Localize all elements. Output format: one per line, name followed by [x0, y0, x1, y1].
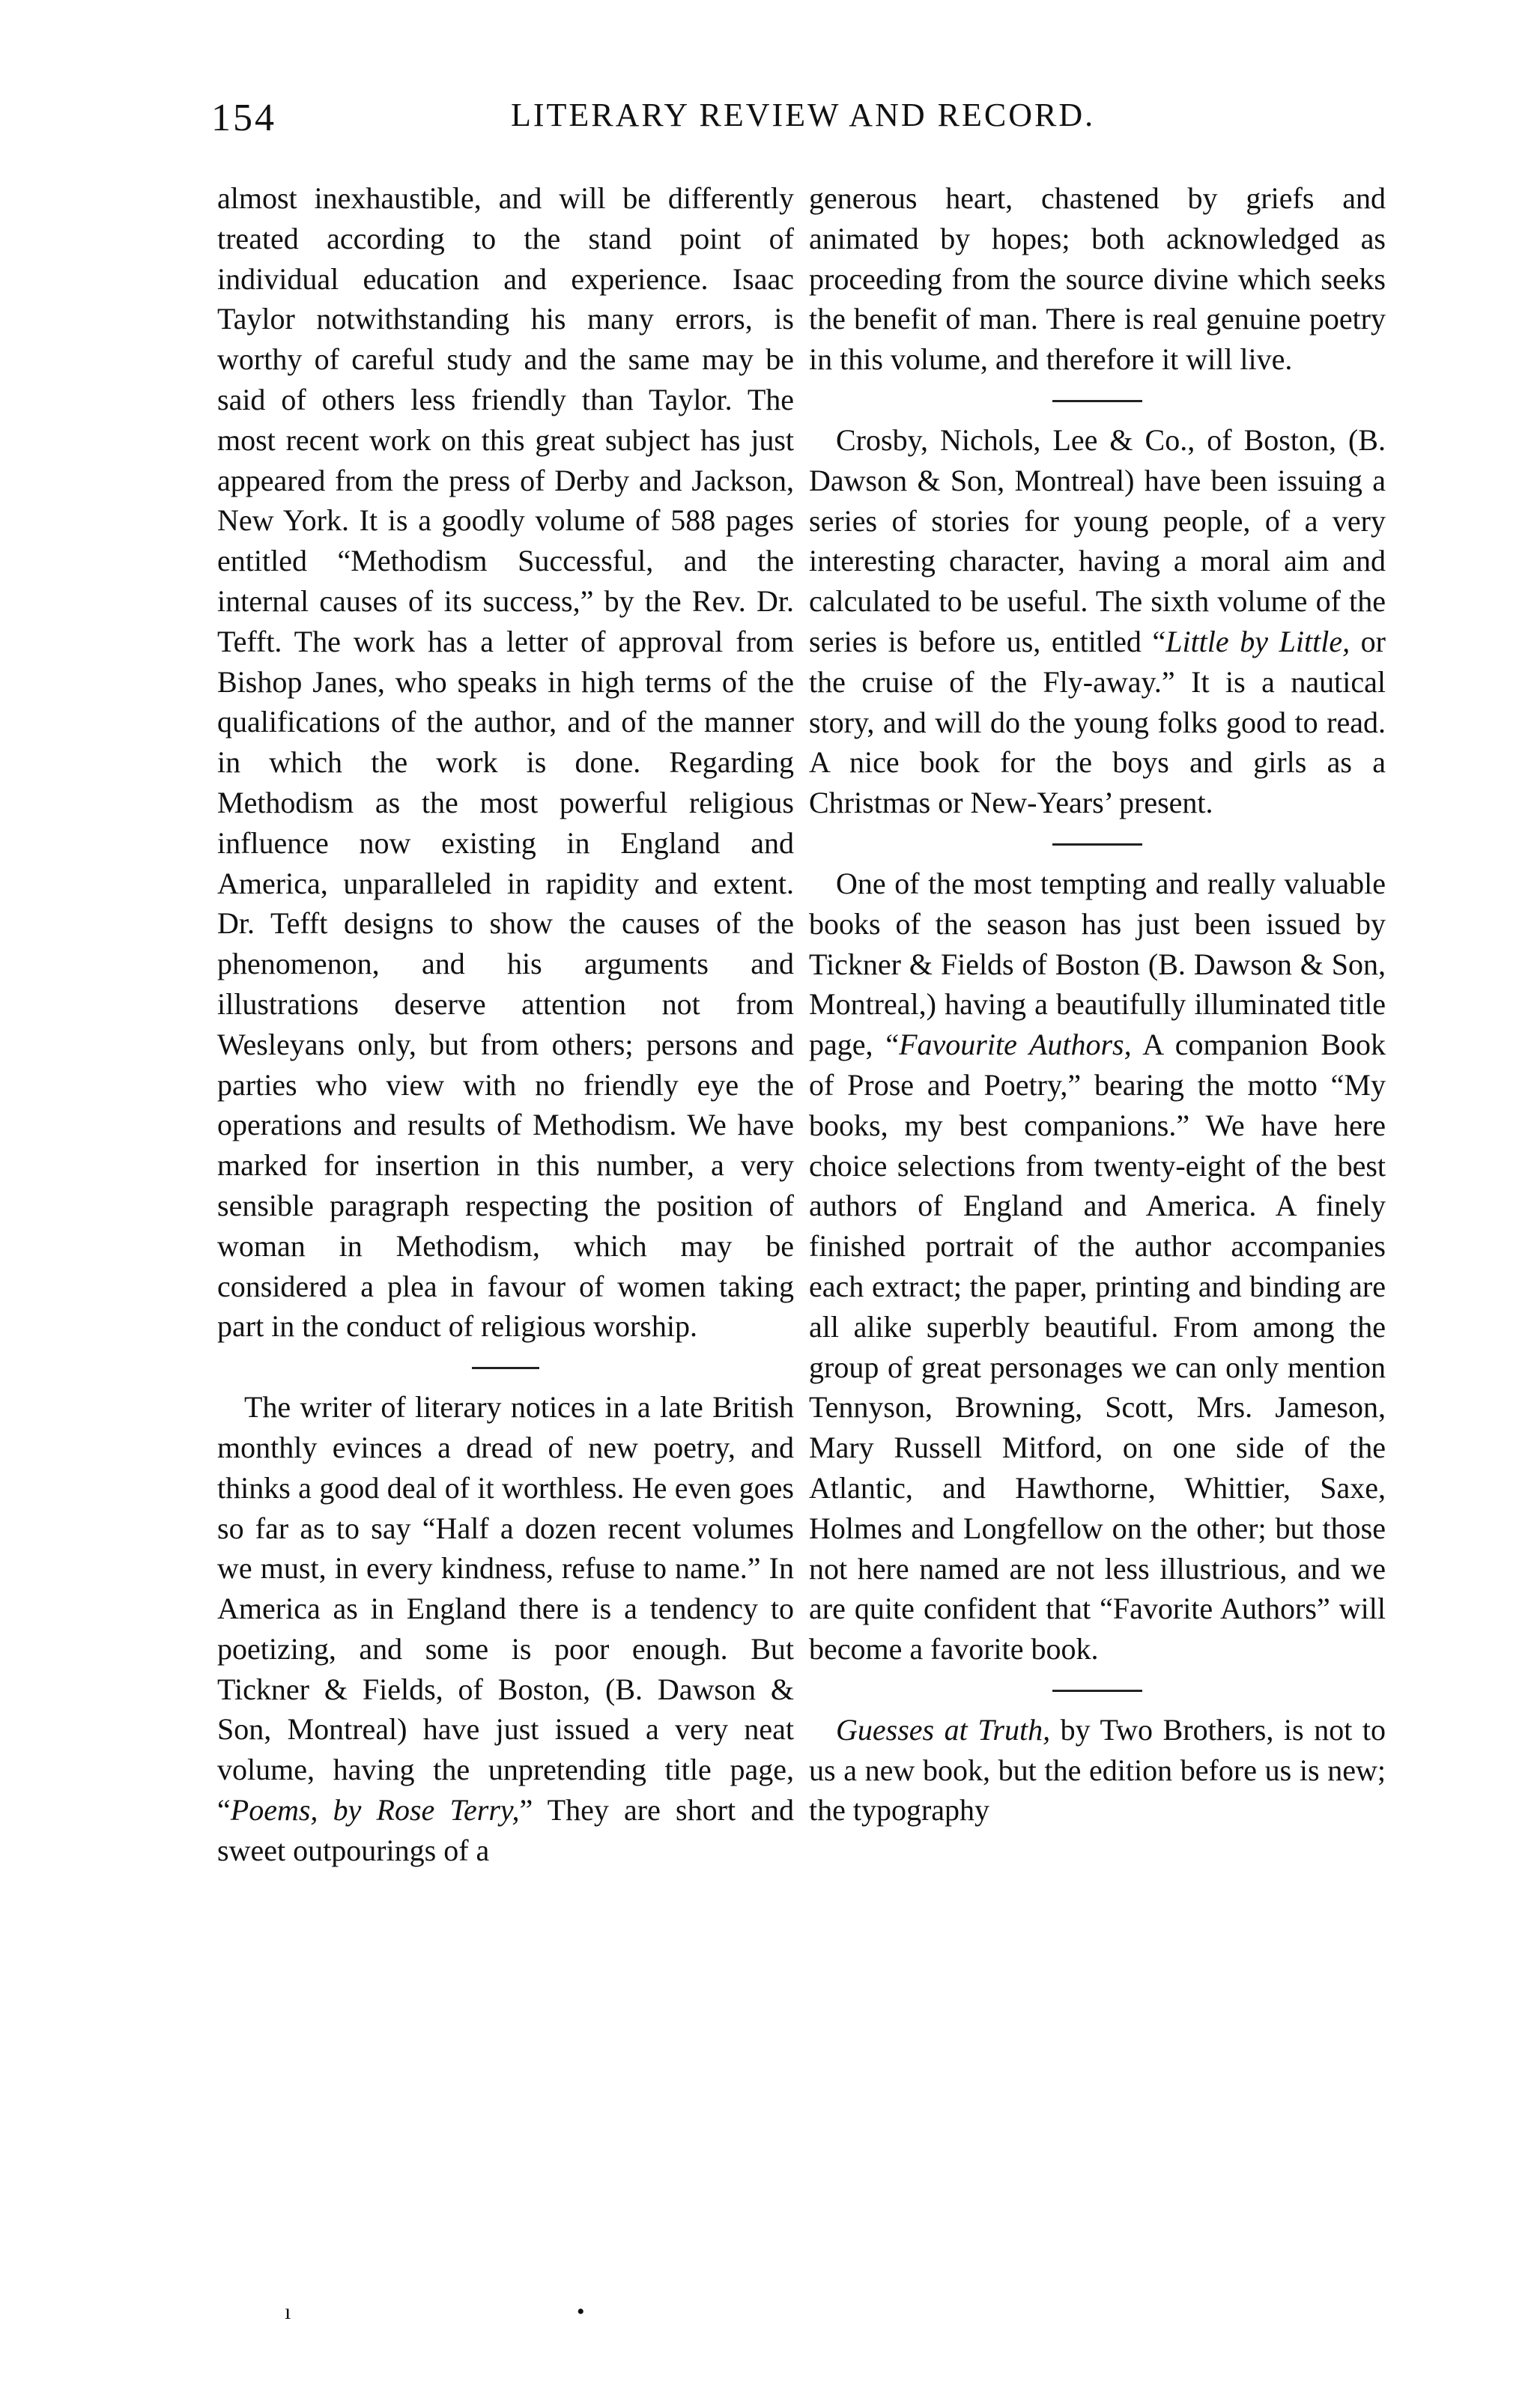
journal-title: LITERARY REVIEW AND RECORD.: [511, 97, 1096, 133]
paragraph-text: or the cruise of the Fly-away.” It is a nautical story, and will do the young folks good to read. A nice book for the boys and girls as a Christmas or New-Years’ present.: [809, 624, 1386, 820]
book-title-poems: Poems, by Rose Terry,: [230, 1793, 520, 1828]
paragraph-favourite-authors: [809, 864, 1386, 1669]
section-divider: [809, 380, 1386, 420]
book-title-guesses-at-truth: Guesses at Truth,: [836, 1712, 1051, 1747]
paragraph-poetry: [217, 1387, 794, 1871]
footer-mark: ı: [285, 2299, 291, 2324]
paragraph-text: ” They are short and sweet outpourings of a: [217, 1793, 794, 1867]
section-divider: [809, 823, 1386, 864]
paragraph-poems-continued: generous heart, chastened by griefs and animated by hopes; both acknowledged as proceeding from the source divine which seeks the benefit of man. There is real genuine poetry in this volume, and therefore it will live.: [809, 181, 1386, 377]
footer-mark: •: [577, 2299, 585, 2324]
section-divider: [809, 1669, 1386, 1710]
paragraph-text: by Two Brothers, is not to us a new book, but the edition before us is new; the typography: [809, 1712, 1386, 1828]
left-column: [217, 178, 794, 1871]
paragraph-text: A companion Book of Prose and Poetry,” bearing the motto “My books, my best companions.” We have here choice selections from twenty-eight of the best authors of England and America. A finely finished portrait of the author accompanies each extract; the paper, printing and binding are all alike superbly beautiful. From among the group of great personages we can only mention Tennyson, Browning, Scott, Mrs. Jameson, Mary Russell Mitford, on one side of the Atlantic, and Hawthorne, Whittier, Saxe, Holmes and Longfellow on the other; but those not here named are not less illustrious, and we are quite confident that “Favorite Authors” will become a favorite book.: [809, 1028, 1386, 1666]
paragraph-text: One of the most tempting and really valuable books of the season has just been issued by Tickner & Fields of Boston (B. Dawson & Son, Montreal,) having a beautifully illuminated title page, “: [809, 866, 1386, 1062]
book-title-favourite-authors: Favourite Authors,: [899, 1028, 1132, 1062]
running-head: [211, 96, 1380, 163]
paragraph-text: The writer of literary notices in a late British monthly evinces a dread of new poetry, and thinks a good deal of it worthless. He even goes so far as to say “Half a dozen recent volumes we must, in every kindness, refuse to name.” In America as in England there is a tendency to poetizing, and some is poor enough. But Tickner & Fields, of Boston, (B. Dawson & Son, Montreal) have just issued a very neat volume, having the unpretending title page, “: [217, 1390, 794, 1828]
paragraph-guesses-at-truth: [809, 1710, 1386, 1831]
paragraph-crosby-nichols: [809, 420, 1386, 823]
paragraph-text: Crosby, Nichols, Lee & Co., of Boston, (B. Dawson & Son, Montreal) have been issuing a series of stories for young people, of a very interesting character, having a moral aim and calculated to be useful. The sixth volume of the series is before us, entitled “: [809, 422, 1386, 658]
page-number: 154: [211, 97, 276, 139]
paragraph-methodism: almost inexhaustible, and will be differently treated according to the stand point of individual education and experience. Isaac Taylor notwithstanding his many errors, is worthy of careful study and the same may be said of others less friendly than Taylor. The most recent work on this great subject has just appeared from the press of Derby and Jackson, New York. It is a goodly volume of 588 pages entitled “Methodism Successful, and the internal causes of its success,” by the Rev. Dr. Tefft. The work has a letter of approval from Bishop Janes, who speaks in high terms of the qualifications of the author, and of the manner in which the work is done. Regarding Methodism as the most powerful religious influence now existing in England and America, unparalleled in rapidity and extent. Dr. Tefft designs to show the causes of the phenomenon, and his arguments and illustrations deserve attention not from Wesleyans only, but from others; persons and parties who view with no friendly eye the operations and results of Methodism. We have marked for insertion in this number, a very sensible paragraph respecting the position of woman in Methodism, which may be considered a plea in favour of women taking part in the conduct of religious worship.: [217, 181, 794, 1344]
right-column: [809, 178, 1386, 1831]
section-divider: [217, 1347, 794, 1387]
book-title-little-by-little: Little by Little,: [1165, 624, 1350, 658]
